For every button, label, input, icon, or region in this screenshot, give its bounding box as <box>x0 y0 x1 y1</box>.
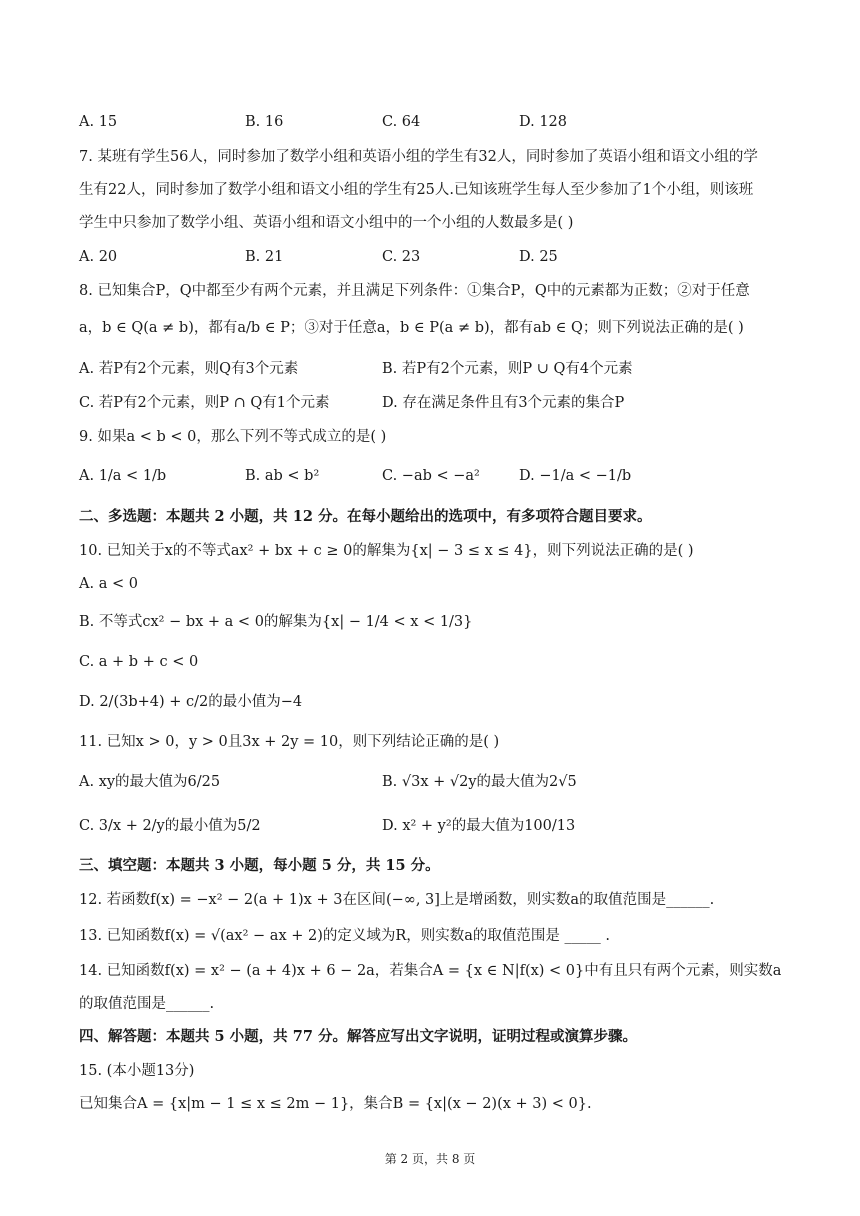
q10-stem: 10. 已知关于x的不等式ax² + bx + c ≥ 0的解集为{x| − 3 ≤ x ≤ 4}，则下列说法正确的是( ) <box>79 543 694 559</box>
page-footer: 第 2 页，共 8 页 <box>384 1152 476 1166</box>
q9-option-c: C. −ab < −a² <box>382 468 480 484</box>
section-heading-answer: 四、解答题：本题共 5 小题，共 77 分。解答应写出文字说明，证明过程或演算步骤。 <box>79 1028 637 1045</box>
section-heading-multi-choice: 二、多选题：本题共 2 小题，共 12 分。在每小题给出的选项中，有多项符合题目要求。 <box>79 508 652 525</box>
q12-stem: 12. 若函数f(x) = −x² − 2(a + 1)x + 3在区间(−∞, 3]上是增函数，则实数a的取值范围是______. <box>79 892 715 908</box>
section-heading-fill-blank: 三、填空题：本题共 3 小题，每小题 5 分，共 15 分。 <box>79 857 440 874</box>
q11-option-d: D. x² + y²的最大值为100/13 <box>382 818 576 834</box>
q9-option-b: B. ab < b² <box>245 468 320 484</box>
q7-line1: 7. 某班有学生56人，同时参加了数学小组和英语小组的学生有32人，同时参加了英语小组和语文小组的学 <box>79 149 758 165</box>
q7-option-c: C. 23 <box>382 249 421 265</box>
q7-option-b: B. 21 <box>245 249 284 265</box>
q10-option-d: D. 2/(3b+4) + c/2的最小值为−4 <box>79 694 303 710</box>
q8-option-c: C. 若P有2个元素，则P ∩ Q有1个元素 <box>79 395 330 411</box>
q15-line1: 已知集合A = {x|m − 1 ≤ x ≤ 2m − 1}，集合B = {x|(x − 2)(x + 3) < 0}. <box>79 1096 592 1112</box>
q7-line2: 生有22人，同时参加了数学小组和语文小组的学生有25人.已知该班学生每人至少参加了1个小组，则该班 <box>79 182 754 198</box>
q14-line1: 14. 已知函数f(x) = x² − (a + 4)x + 6 − 2a，若集合A = {x ∈ N|f(x) < 0}中有且只有两个元素，则实数a <box>79 963 782 979</box>
q7-option-d: D. 25 <box>519 249 558 265</box>
q11-option-a: A. xy的最大值为6/25 <box>79 774 221 790</box>
q11-option-b: B. √3x + √2y的最大值为2√5 <box>382 774 577 790</box>
q7-option-a: A. 20 <box>79 249 118 265</box>
q6-option-a: A. 15 <box>79 114 118 130</box>
q13-stem: 13. 已知函数f(x) = √(ax² − ax + 2)的定义域为R，则实数a的取值范围是 _____ . <box>79 928 611 944</box>
q7-line3: 学生中只参加了数学小组、英语小组和语文小组中的一个小组的人数最多是( ) <box>79 215 574 231</box>
q6-option-d: D. 128 <box>519 114 568 130</box>
q8-option-d: D. 存在满足条件且有3个元素的集合P <box>382 395 625 411</box>
q10-option-a: A. a < 0 <box>79 576 138 592</box>
q6-option-c: C. 64 <box>382 114 421 130</box>
q9-option-a: A. 1/a < 1/b <box>79 468 167 484</box>
q8-line2: a，b ∈ Q(a ≠ b)，都有a/b ∈ P；③对于任意a，b ∈ P(a ≠ b)，都有ab ∈ Q；则下列说法正确的是( ) <box>79 320 744 336</box>
q11-stem: 11. 已知x > 0，y > 0且3x + 2y = 10，则下列结论正确的是( ) <box>79 734 500 750</box>
q8-option-b: B. 若P有2个元素，则P ∪ Q有4个元素 <box>382 361 633 377</box>
q10-option-c: C. a + b + c < 0 <box>79 654 199 670</box>
q6-option-b: B. 16 <box>245 114 284 130</box>
q8-line1: 8. 已知集合P，Q中都至少有两个元素，并且满足下列条件：①集合P，Q中的元素都为正数；②对于任意 <box>79 283 750 299</box>
q11-option-c: C. 3/x + 2/y的最小值为5/2 <box>79 818 261 834</box>
q9-option-d: D. −1/a < −1/b <box>519 468 632 484</box>
q8-option-a: A. 若P有2个元素，则Q有3个元素 <box>79 361 299 377</box>
q15-title: 15. (本小题13分) <box>79 1063 195 1079</box>
q10-option-b: B. 不等式cx² − bx + a < 0的解集为{x| − 1/4 < x < 1/3} <box>79 614 473 630</box>
q14-line2: 的取值范围是______. <box>79 996 215 1012</box>
q9-stem: 9. 如果a < b < 0，那么下列不等式成立的是( ) <box>79 429 387 445</box>
